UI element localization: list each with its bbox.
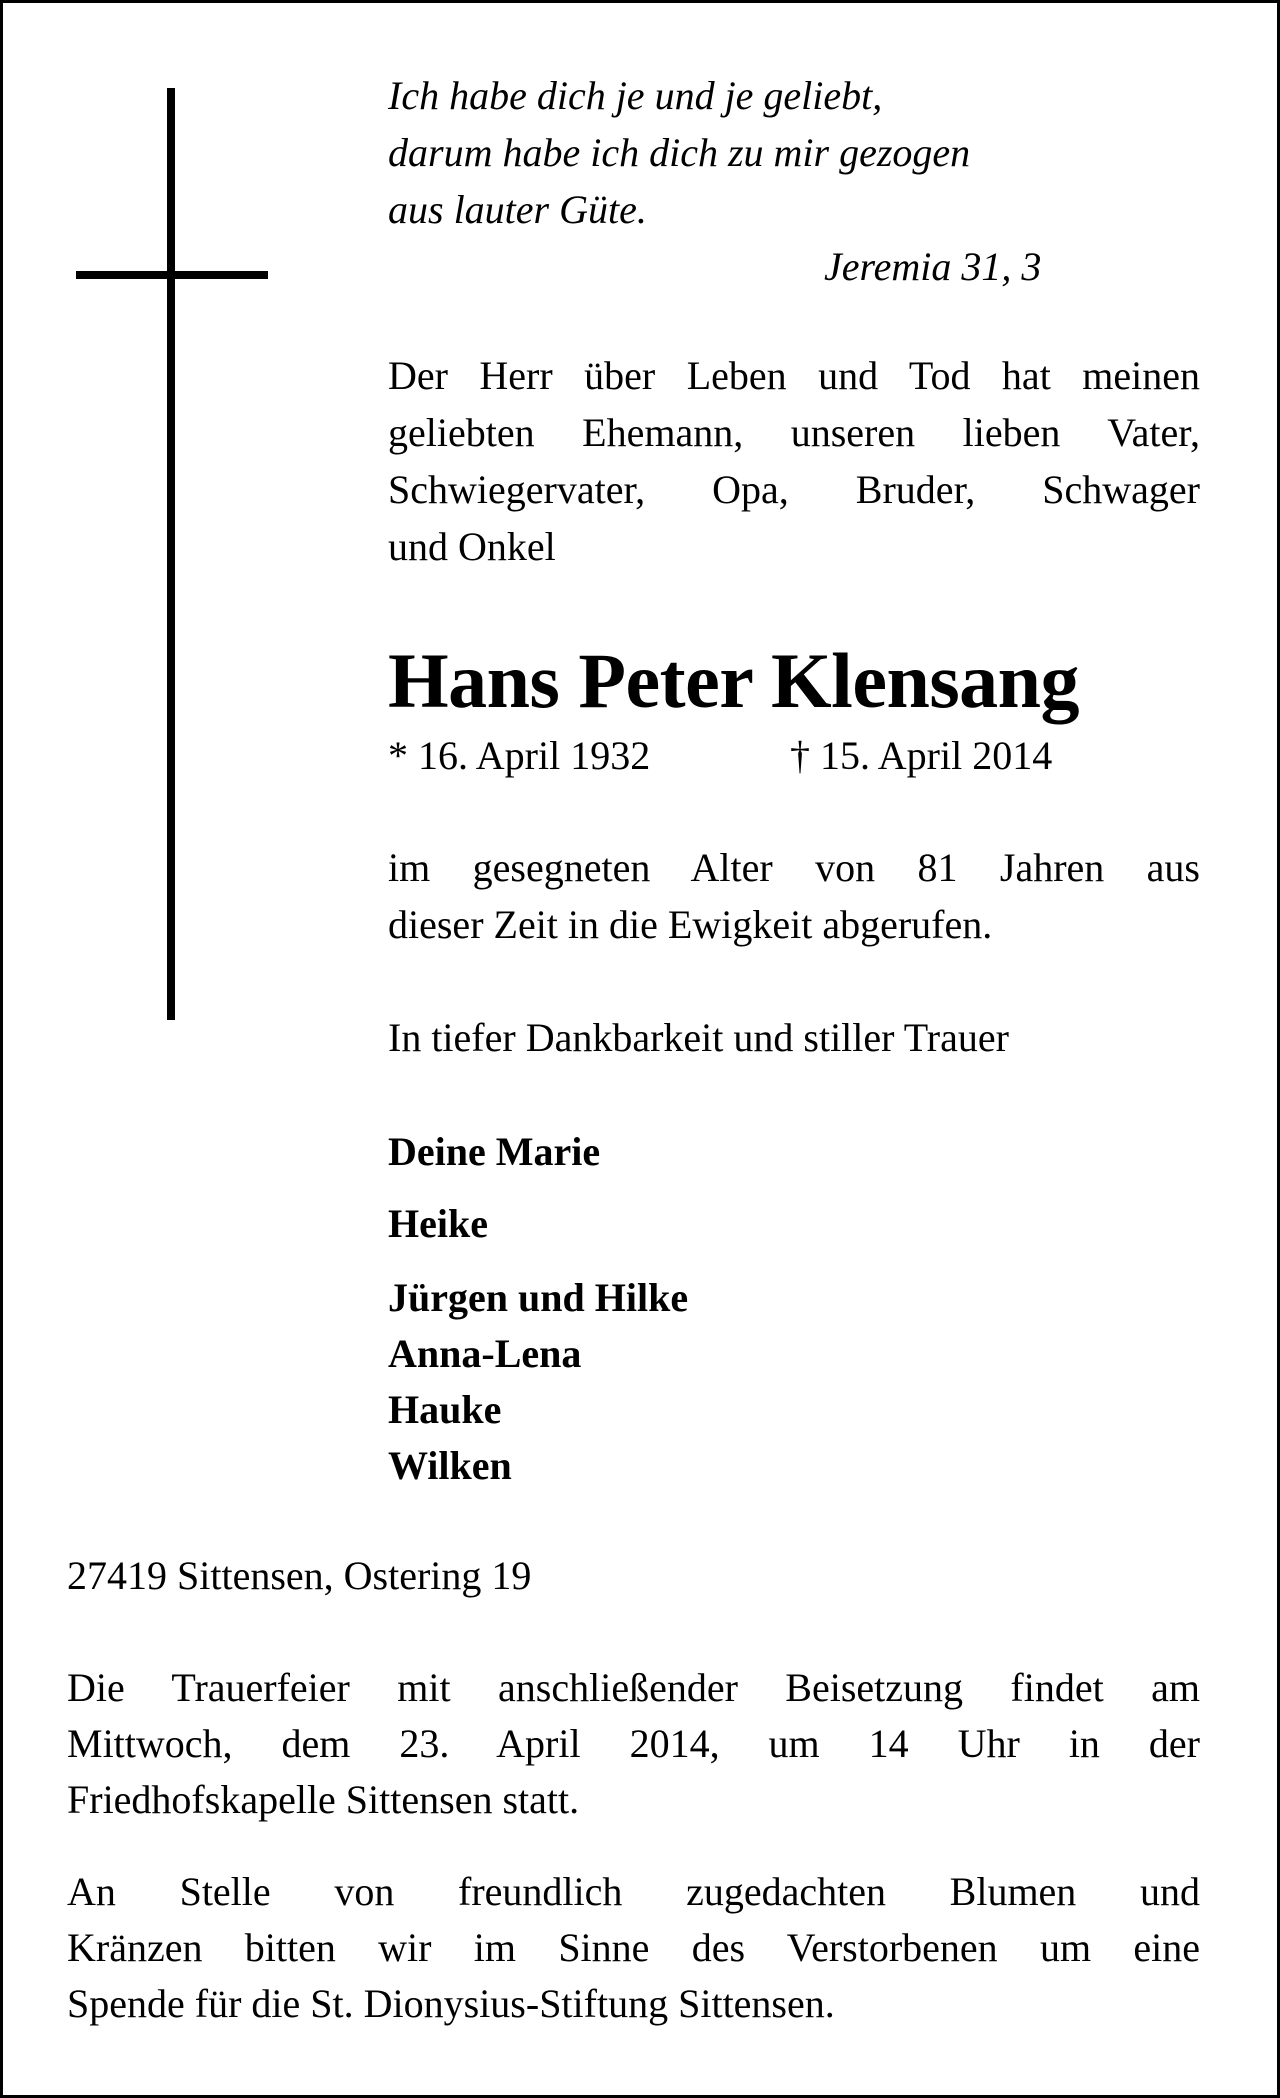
mourners-list (388, 1124, 1200, 1504)
life-dates (388, 728, 1200, 784)
birth-date: * 16. April 1932 (388, 733, 651, 778)
donation-paragraph (67, 1864, 1200, 2034)
mourning-block (388, 1010, 1200, 1066)
intro-line: Schwiegervater, Opa, Bruder, Schwager (388, 467, 1200, 512)
service-line: Die Trauerfeier mit anschließender Beisetzung findet am (67, 1665, 1200, 1710)
mourning-line: In tiefer Dankbarkeit und stiller Trauer (388, 1015, 1009, 1060)
age-line: im gesegneten Alter von 81 Jahren aus (388, 845, 1200, 890)
verse-line: Ich habe dich je und je geliebt, (388, 73, 883, 118)
mourner-name: Wilken (388, 1443, 512, 1488)
verse-reference: Jeremia 31, 3 (824, 244, 1042, 289)
donation-line: Spende für die St. Dionysius-Stiftung Sittensen. (67, 1981, 835, 2026)
intro-line: und Onkel (388, 524, 556, 569)
cross-vertical-bar (167, 88, 175, 1020)
mourner-name: Deine Marie (388, 1129, 601, 1174)
service-line: Friedhofskapelle Sittensen statt. (67, 1777, 580, 1822)
address-block (67, 1548, 1200, 1604)
intro-line: Der Herr über Leben und Tod hat meinen (388, 353, 1200, 398)
donation-line: An Stelle von freundlich zugedachten Blumen und (67, 1869, 1200, 1914)
donation-line: Kränzen bitten wir im Sinne des Verstorbenen um eine (67, 1925, 1200, 1970)
bible-verse (388, 68, 1200, 298)
age-paragraph (388, 840, 1200, 954)
mourner-name: Heike (388, 1201, 488, 1246)
cross-horizontal-bar (76, 271, 268, 279)
service-paragraph (67, 1660, 1200, 1830)
death-date: † 15. April 2014 (790, 733, 1053, 778)
mourner-name: Anna-Lena (388, 1331, 582, 1376)
verse-line: aus lauter Güte. (388, 187, 647, 232)
age-line: dieser Zeit in die Ewigkeit abgerufen. (388, 902, 993, 947)
service-line: Mittwoch, dem 23. April 2014, um 14 Uhr in der (67, 1721, 1200, 1766)
address: 27419 Sittensen, Ostering 19 (67, 1553, 532, 1598)
deceased-name: Hans Peter Klensang (388, 637, 1080, 724)
mourner-name: Hauke (388, 1387, 502, 1432)
mourner-name: Jürgen und Hilke (388, 1275, 689, 1320)
intro-paragraph (388, 348, 1200, 578)
intro-line: geliebten Ehemann, unseren lieben Vater, (388, 410, 1200, 455)
deceased-block (388, 636, 1200, 726)
verse-line: darum habe ich dich zu mir gezogen (388, 130, 971, 175)
